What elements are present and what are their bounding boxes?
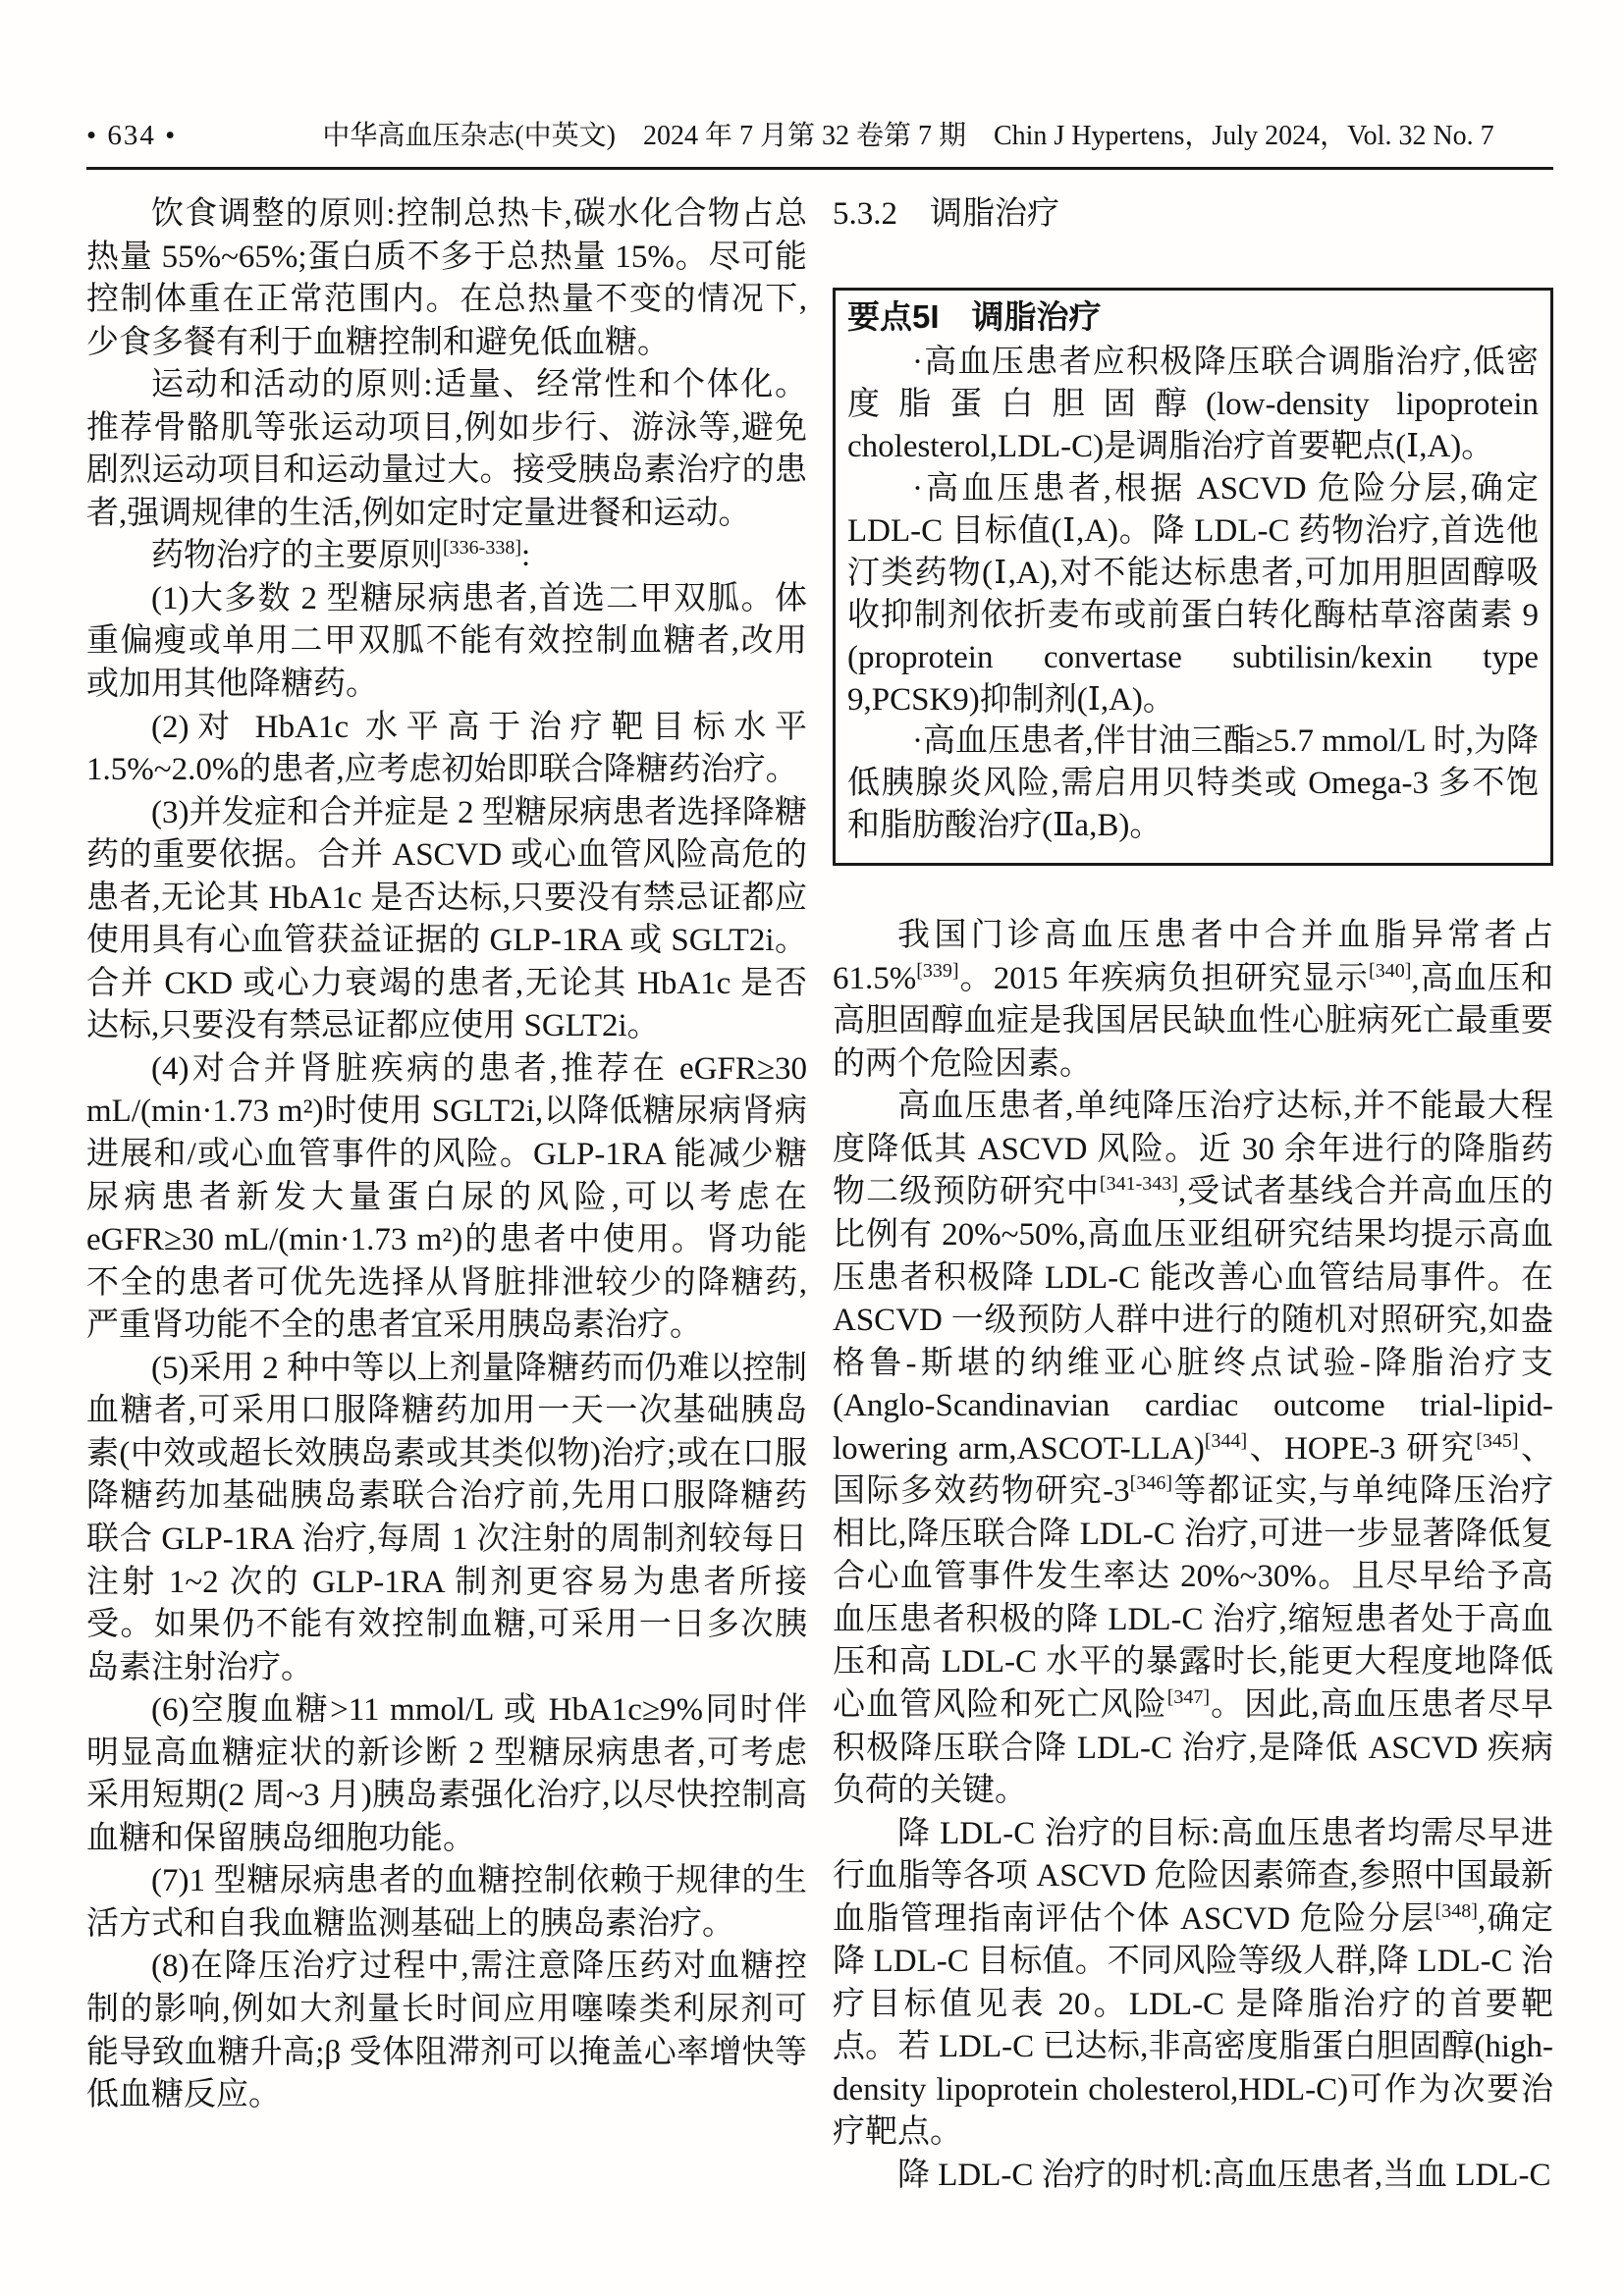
text-segment: 我国门诊高血压患者中合并血脂异常者占 61.5% <box>833 918 1553 996</box>
text-segment: 药物治疗的主要原则 <box>151 538 443 574</box>
text-segment: : <box>520 538 531 574</box>
text-segment: 。2015 年疾病负担研究显示 <box>958 960 1370 996</box>
text-segment: (2)对 HbA1c 水平高于治疗靶目标水平 1.5%~2.0%的患者,应考虑初始即联合降糖药治疗。 <box>86 709 807 788</box>
reference-superscript: [348] <box>1435 1899 1478 1922</box>
text-segment: (6)空腹血糖>11 mmol/L 或 HbA1c≥9%同时伴明显高血糖症状的新诊断 2 型糖尿病患者,可考虑采用短期(2 周~3 月)胰岛素强化治疗,以尽快控制高血糖和保留胰岛细胞功能。 <box>86 1692 807 1856</box>
header-divider <box>86 167 1553 170</box>
text-segment: 、HOPE-3 研究 <box>1247 1430 1477 1467</box>
text-segment: ,受试者基线合并高血压的比例有 20%~50%,高血压亚组研究结果均提示高血压患者积极降 LDL-C 能改善心血管结局事件。在 ASCVD 一级预防人群中进行的随机对照研究,如盎格鲁-斯堪的纳维亚心脏终点试验-降脂治疗支(Anglo-Scandinavian cardiac outcome trial-lipid-lowering arm,ASCOT-LLA) <box>833 1174 1554 1467</box>
keypoint-box-bullets <box>847 342 1539 847</box>
text-segment: ,高血压和高胆固醇血症是我国居民缺血性心脏病死亡最重要的两个危险因素。 <box>833 960 1554 1082</box>
body-paragraph <box>86 1348 807 1689</box>
body-paragraph <box>86 535 807 578</box>
reference-superscript: [339] <box>916 959 959 982</box>
text-segment: ·高血压患者,根据 ASCVD 危险分层,确定 LDL-C 目标值(Ⅰ,A)。降 LDL-C 药物治疗,首选他汀类药物(Ⅰ,A),对不能达标患者,可加用胆固醇吸收抑制剂依折麦布或前蛋白转化酶枯草溶菌素 9 (proprotein convertase subtilisin/kexin type 9,PCSK9)抑制剂(Ⅰ,A)。 <box>847 471 1539 718</box>
reference-superscript: [344] <box>1204 1429 1248 1452</box>
section-heading: 5.3.2 调脂治疗 <box>833 196 1059 232</box>
body-paragraph <box>833 1813 1553 2155</box>
text-segment: 饮食调整的原则:控制总热卡,碳水化合物占总热量 55%~65%;蛋白质不多于总热量 15%。尽可能控制体重在正常范围内。在总热量不变的情况下,少食多餐有利于血糖控制和避免低血糖。 <box>86 196 807 360</box>
reference-superscript: [345] <box>1476 1429 1519 1452</box>
body-paragraph <box>86 578 807 707</box>
right-column <box>833 193 1553 2198</box>
text-segment: ·高血压患者,伴甘油三酯≥5.7 mmol/L 时,为降低胰腺炎风险,需启用贝特类或 Omega-3 多不饱和脂肪酸治疗(Ⅱa,B)。 <box>847 723 1539 844</box>
keypoint-box <box>833 288 1553 867</box>
body-paragraph <box>833 2155 1553 2198</box>
body-paragraph <box>86 792 807 1048</box>
body-paragraph <box>86 1689 807 1860</box>
text-segment: 、国际多效药物研究-3 <box>833 1430 1554 1510</box>
keypoint-bullet <box>847 721 1539 847</box>
text-segment: 。因此,高血压患者尽早积极降压联合降 LDL-C 治疗,是降低 ASCVD 疾病负荷的关键。 <box>833 1686 1554 1809</box>
reference-superscript: [340] <box>1369 959 1412 982</box>
text-segment: 等都证实,与单纯降压治疗相比,降压联合降 LDL-C 治疗,可进一步显著降低复合心血管事件发生率达 20%~30%。且尽早给予高血压患者积极的降 LDL-C 治疗,缩短患者处于高血压和高 LDL-C 水平的暴露时长,能更大程度地降低心血管风险和死亡风险 <box>833 1473 1554 1723</box>
text-segment: (8)在降压治疗过程中,需注意降压药对血糖控制的影响,例如大剂量长时间应用噻嗪类利尿剂可能导致血糖升高;β 受体阻滞剂可以掩盖心率增快等低血糖反应。 <box>86 1949 807 2113</box>
page-header <box>86 0 1553 153</box>
text-segment: 高血压患者,单纯降压治疗达标,并不能最大程度降低其 ASCVD 风险。近 30 余年进行的降脂药物二级预防研究中 <box>833 1089 1553 1210</box>
body-paragraph <box>86 1946 807 2116</box>
journal-title-line: 中华高血压杂志(中英文) 2024 年 7 月第 32 卷第 7 期 Chin J Hypertens，July 2024，Vol. 32 No. 7 <box>322 121 1494 151</box>
keypoint-box-title: 要点5I 调脂治疗 <box>847 297 1102 335</box>
keypoint-bullet <box>847 342 1539 468</box>
keypoint-bullet <box>847 468 1539 721</box>
text-segment: 降 LDL-C 治疗的时机:高血压患者,当血 LDL-C <box>897 2157 1551 2193</box>
article-body <box>86 193 1553 2198</box>
body-paragraph <box>86 193 807 364</box>
left-column <box>86 193 807 2198</box>
text-segment: ,确定降 LDL-C 目标值。不同风险等级人群,降 LDL-C 治疗目标值见表 20。LDL-C 是降脂治疗的首要靶点。若 LDL-C 已达标,非高密度脂蛋白胆固醇(high-density lipoprotein cholesterol,HDL-C)可作为次要治疗靶点。 <box>833 1900 1554 2151</box>
text-segment: 降 LDL-C 治疗的目标:高血压患者均需尽早进行血脂等各项 ASCVD 危险因素筛查,参照中国最新血脂管理指南评估个体 ASCVD 危险分层 <box>833 1815 1553 1937</box>
page-number: • 634 • <box>86 120 178 151</box>
body-paragraph <box>833 1086 1553 1812</box>
text-segment: (1)大多数 2 型糖尿病患者,首选二甲双胍。体重偏瘦或单用二甲双胍不能有效控制血糖者,改用或加用其他降糖药。 <box>86 580 807 703</box>
reference-superscript: [341-343] <box>1099 1173 1178 1196</box>
text-segment: 运动和活动的原则:适量、经常性和个体化。推荐骨骼肌等张运动项目,例如步行、游泳等,避免剧烈运动项目和运动量过大。接受胰岛素治疗的患者,强调规律的生活,例如定时定量进餐和运动。 <box>86 367 807 531</box>
body-paragraph <box>86 1048 807 1348</box>
text-segment: (3)并发症和合并症是 2 型糖尿病患者选择降糖药的重要依据。合并 ASCVD 或心血管风险高危的患者,无论其 HbA1c 是否达标,只要没有禁忌证都应使用具有心血管获益证据的 GLP-1RA 或 SGLT2i。合并 CKD 或心力衰竭的患者,无论其 HbA1c 是否达标,只要没有禁忌证都应使用 SGLT2i。 <box>86 794 807 1044</box>
text-segment: (5)采用 2 种中等以上剂量降糖药而仍难以控制血糖者,可采用口服降糖药加用一天一次基础胰岛素(中效或超长效胰岛素或其类似物)治疗;或在口服降糖药加基础胰岛素联合治疗前,先用口服降糖药联合 GLP-1RA 治疗,每周 1 次注射的周制剂较每日注射 1~2 次的 GLP-1RA 制剂更容易为患者所接受。如果仍不能有效控制血糖,可采用一日多次胰岛素注射治疗。 <box>86 1350 807 1685</box>
reference-superscript: [336-338] <box>443 537 521 560</box>
reference-superscript: [346] <box>1129 1472 1172 1495</box>
body-paragraph <box>86 364 807 535</box>
right-column-paragraphs <box>833 915 1553 2197</box>
body-paragraph <box>833 915 1553 1086</box>
body-paragraph <box>86 1860 807 1946</box>
text-segment: (4)对合并肾脏疾病的患者,推荐在 eGFR≥30 mL/(min·1.73 m²)时使用 SGLT2i,以降低糖尿病肾病进展和/或心血管事件的风险。GLP-1RA 能减少糖尿病患者新发大量蛋白尿的风险,可以考虑在 eGFR≥30 mL/(min·1.73 m²)的患者中使用。肾功能不全的患者可优先选择从肾脏排泄较少的降糖药,严重肾功能不全的患者宜采用胰岛素治疗。 <box>86 1050 807 1344</box>
body-paragraph <box>86 707 807 792</box>
text-segment: (7)1 型糖尿病患者的血糖控制依赖于规律的生活方式和自我血糖监测基础上的胰岛素治疗。 <box>86 1863 807 1942</box>
text-segment: ·高血压患者应积极降压联合调脂治疗,低密度脂蛋白胆固醇(low-density lipoprotein cholesterol,LDL-C)是调脂治疗首要靶点(Ⅰ,A)。 <box>847 345 1539 465</box>
reference-superscript: [347] <box>1166 1685 1211 1708</box>
